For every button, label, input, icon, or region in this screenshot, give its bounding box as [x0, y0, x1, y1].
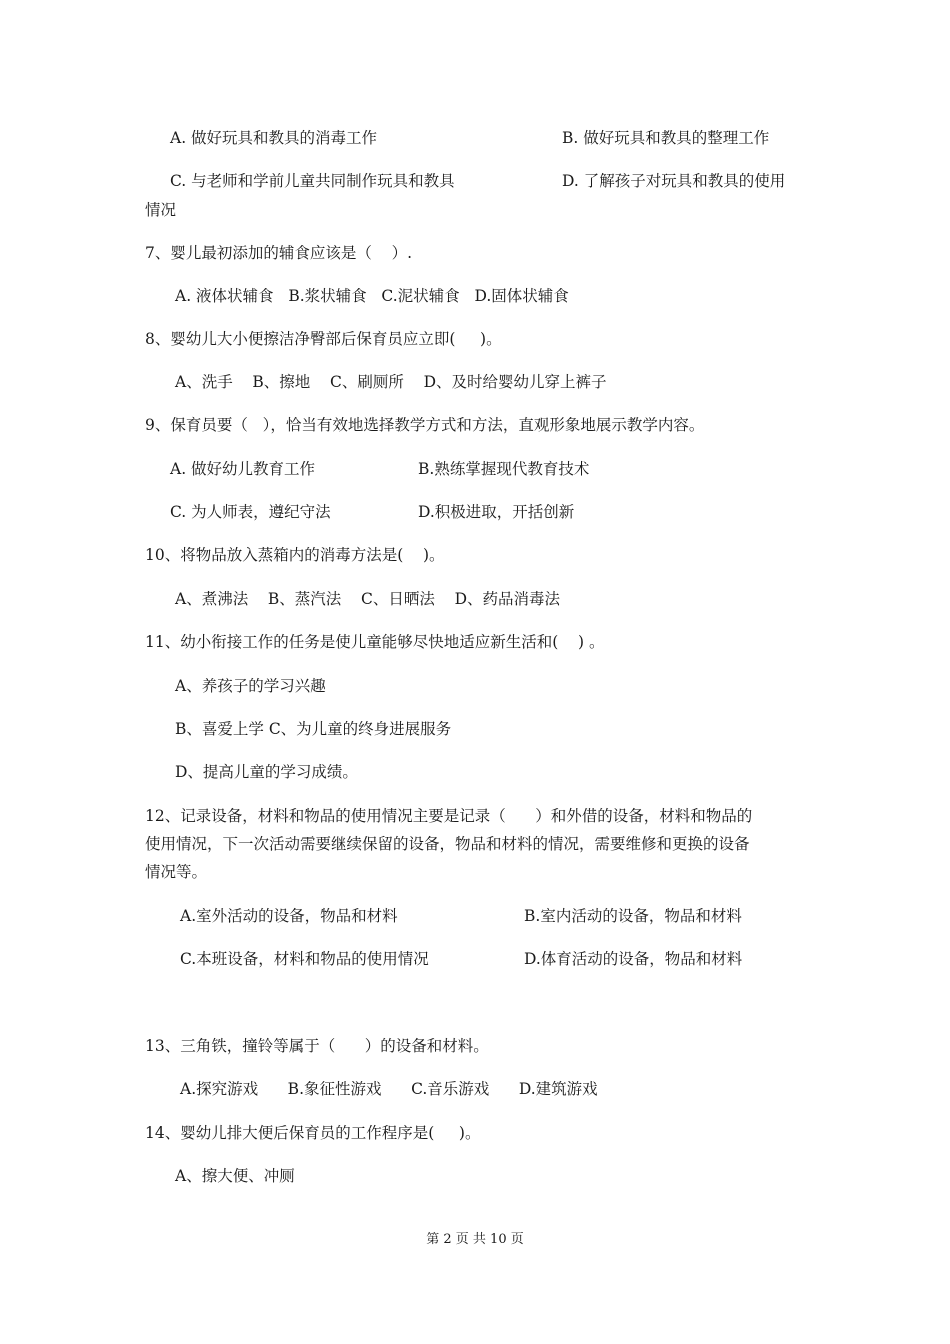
q6-option-c: C. 与老师和学前儿童共同制作玩具和教具: [170, 172, 455, 190]
q10-options: A、煮沸法 B、蒸汽法 C、日晒法 D、药品消毒法: [175, 590, 560, 608]
q9-option-d: D.积极进取，开括创新: [418, 503, 575, 521]
q6-option-d-continued: 情况: [145, 201, 177, 219]
q6-option-d: D. 了解孩子对玩具和教具的使用: [562, 172, 786, 190]
q13-options: A.探究游戏 B.象征性游戏 C.音乐游戏 D.建筑游戏: [180, 1080, 598, 1098]
q12-stem-line-1: 12、记录设备，材料和物品的使用情况主要是记录（ ）和外借的设备，材料和物品的: [145, 807, 753, 825]
q12-stem-line-3: 情况等。: [145, 863, 208, 881]
q11-option-d: D、提高儿童的学习成绩。: [175, 763, 358, 781]
q9-option-c: C. 为人师表，遵纪守法: [170, 503, 331, 521]
q9-option-a: A. 做好幼儿教育工作: [170, 460, 316, 478]
q6-option-a: A. 做好玩具和教具的消毒工作: [170, 129, 378, 147]
q13-stem: 13、三角铁，撞铃等属于（ ）的设备和材料。: [145, 1037, 489, 1055]
q11-option-a: A、养孩子的学习兴趣: [175, 677, 326, 695]
q9-stem: 9、保育员要（ ），恰当有效地选择教学方式和方法，直观形象地展示教学内容。: [145, 416, 705, 434]
q11-stem: 11、幼小衔接工作的任务是使儿童能够尽快地适应新生活和( ) 。: [145, 633, 605, 651]
q8-options: A、洗手 B、擦地 C、刷厕所 D、及时给婴幼儿穿上裤子: [175, 373, 607, 391]
q11-option-bc: B、喜爱上学 C、为儿童的终身进展服务: [175, 720, 452, 738]
q12-option-b: B.室内活动的设备，物品和材料: [524, 907, 742, 925]
q9-option-b: B.熟练掌握现代教育技术: [418, 460, 590, 478]
q12-stem-line-2: 使用情况，下一次活动需要继续保留的设备，物品和材料的情况，需要维修和更换的设备: [145, 835, 750, 853]
q6-option-b: B. 做好玩具和教具的整理工作: [562, 129, 770, 147]
q12-option-d: D.体育活动的设备，物品和材料: [524, 950, 743, 968]
q7-options: A. 液体状辅食 B.浆状辅食 C.泥状辅食 D.固体状辅食: [175, 287, 569, 305]
q14-option-a: A、擦大便、冲厕: [175, 1167, 295, 1185]
q12-option-c: C.本班设备，材料和物品的使用情况: [180, 950, 429, 968]
q14-stem: 14、婴幼儿排大便后保育员的工作程序是( )。: [145, 1124, 481, 1142]
page-footer: 第 2 页 共 10 页: [426, 1232, 524, 1247]
q10-stem: 10、将物品放入蒸箱内的消毒方法是( )。: [145, 546, 445, 564]
q12-option-a: A.室外活动的设备，物品和材料: [180, 907, 398, 925]
q8-stem: 8、婴幼儿大小便擦洁净臀部后保育员应立即( )。: [145, 330, 502, 348]
q7-stem: 7、婴儿最初添加的辅食应该是（ ）.: [145, 244, 412, 262]
